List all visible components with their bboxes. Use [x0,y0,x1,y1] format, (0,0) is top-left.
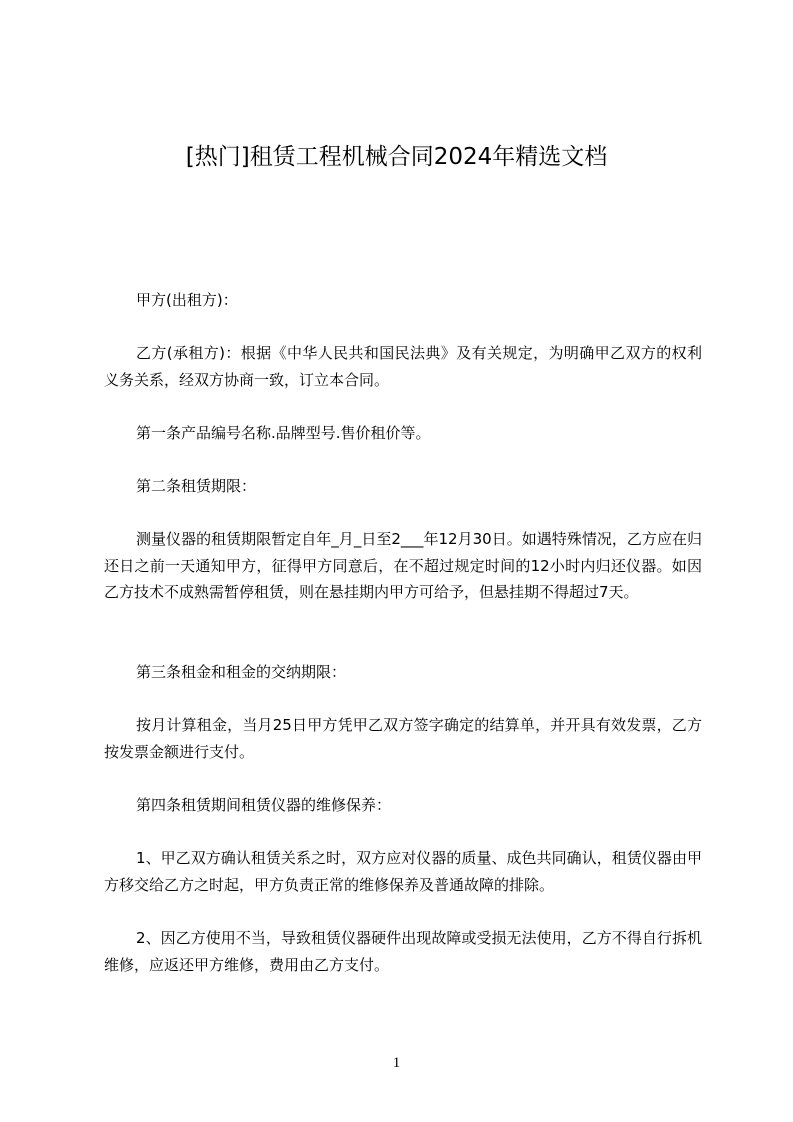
paragraph-article-2-heading: 第二条租赁期限： [136,477,257,495]
paragraph-article-1: 第一条产品编号名称.品牌型号.售价租价等。 [136,424,431,442]
paragraph-article-4-heading: 第四条租赁期间租赁仪器的维修保养： [136,796,392,814]
paragraph-party-a: 甲方(出租方)： [136,291,238,309]
paragraph-article-3-heading: 第三条租金和租金的交纳期限： [136,663,347,681]
paragraph-party-b: 乙方(承租方)：根据《中华人民共和国民法典》及有关规定，为明确甲乙双方的权利义务关系，经双方协商一致，订立本合同。 [104,344,702,389]
page-number: 1 [392,1055,401,1071]
paragraph-rent-payment: 按月计算租金，当月25日甲方凭甲乙双方签字确定的结算单，并开具有效发票，乙方按发票金额进行支付。 [104,716,702,761]
paragraph-maintenance-1: 1、甲乙双方确认租赁关系之时，双方应对仪器的质量、成色共同确认，租赁仪器由甲方移交给乙方之时起，甲方负责正常的维修保养及普通故障的排除。 [104,849,702,894]
paragraph-lease-term: 测量仪器的租赁期限暂定自年_月_日至2___年12月30日。如遇特殊情况，乙方应在归还日之前一天通知甲方，征得甲方同意后，在不超过规定时间的12小时内归还仪器。如因乙方技术不成熟需暂停租赁，则在悬挂期内甲方可给予，但悬挂期不得超过7天。 [104,530,702,601]
paragraph-maintenance-2: 2、因乙方使用不当，导致租赁仪器硬件出现故障或受损无法使用，乙方不得自行拆机维修，应返还甲方维修，费用由乙方支付。 [104,929,702,974]
document-title: [热门]租赁工程机械合同2024年精选文档 [185,144,608,170]
